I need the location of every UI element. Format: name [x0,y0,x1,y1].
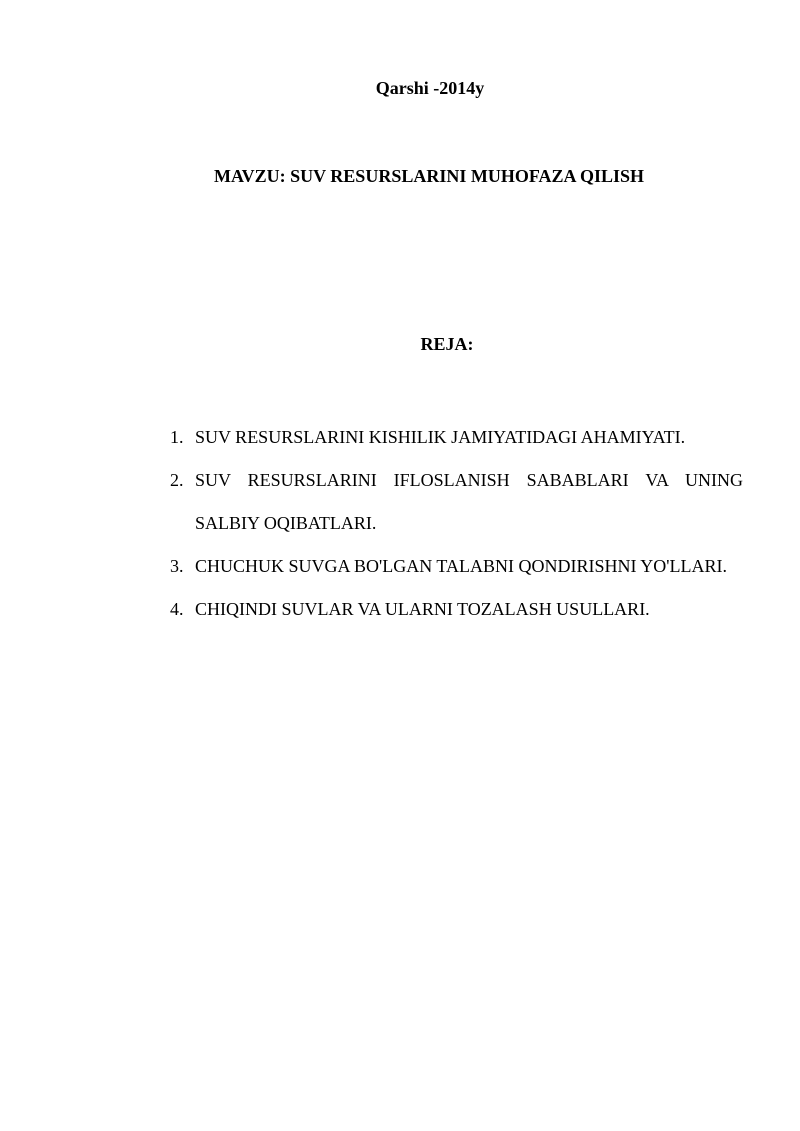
plan-item-number: 1. [170,427,184,447]
plan-item-text: SUV RESURSLARINI KISHILIK JAMIYATIDAGI AHAMIYATI. [195,427,686,447]
city-year-line: Qarshi -2014y [375,78,485,98]
plan-item [170,588,743,631]
plan-heading: REJA: [420,334,474,354]
plan-item [170,459,743,545]
plan-item [170,416,743,459]
plan-item-text: SUV RESURSLARINI IFLOSLANISH SABABLARI VA UNING SALBIY OQIBATLARI. [195,470,743,533]
plan-item-number: 2. [170,470,184,490]
plan-item-number: 4. [170,599,184,619]
plan-item [170,545,743,588]
plan-list [170,416,743,631]
plan-item-text: CHIQINDI SUVLAR VA ULARNI TOZALASH USULLARI. [195,599,650,619]
plan-item-number: 3. [170,556,184,576]
topic-title: MAVZU: SUV RESURSLARINI MUHOFAZA QILISH [213,166,645,186]
plan-item-text: CHUCHUK SUVGA BO'LGAN TALABNI QONDIRISHNI YO'LLARI. [195,556,728,576]
